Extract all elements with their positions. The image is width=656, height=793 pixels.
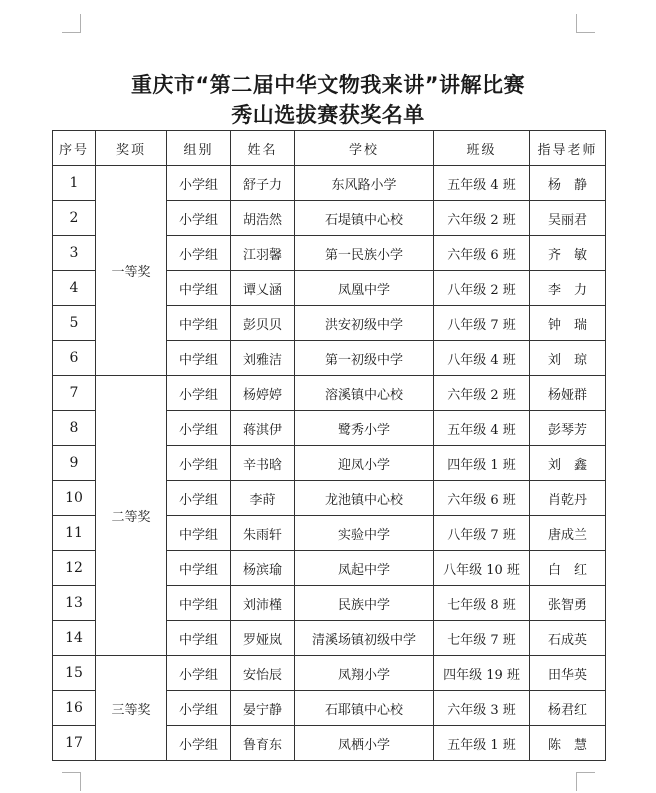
row-number-cell: 14 [53, 621, 96, 656]
school-cell: 溶溪镇中心校 [295, 376, 434, 411]
school-cell: 凤翔小学 [295, 656, 434, 691]
school-cell: 第一初级中学 [295, 341, 434, 376]
class-cell: 八年级 7 班 [434, 516, 530, 551]
row-number-cell: 5 [53, 306, 96, 341]
group-cell: 小学组 [167, 236, 231, 271]
award-cell: 一等奖 [96, 166, 167, 376]
table-row [53, 376, 606, 411]
name-cell: 鲁育东 [231, 726, 295, 761]
school-cell: 洪安初级中学 [295, 306, 434, 341]
header-cell: 班级 [434, 131, 530, 166]
group-cell: 中学组 [167, 306, 231, 341]
class-cell: 八年级 10 班 [434, 551, 530, 586]
class-cell: 八年级 2 班 [434, 271, 530, 306]
class-cell: 七年级 7 班 [434, 621, 530, 656]
name-cell: 李莳 [231, 481, 295, 516]
name-cell: 舒子力 [231, 166, 295, 201]
class-cell: 七年级 8 班 [434, 586, 530, 621]
class-cell: 五年级 4 班 [434, 411, 530, 446]
group-cell: 小学组 [167, 656, 231, 691]
header-cell: 学校 [295, 131, 434, 166]
award-cell: 二等奖 [96, 376, 167, 656]
class-cell: 六年级 2 班 [434, 376, 530, 411]
row-number-cell: 12 [53, 551, 96, 586]
row-number-cell: 3 [53, 236, 96, 271]
class-cell: 六年级 2 班 [434, 201, 530, 236]
name-cell: 彭贝贝 [231, 306, 295, 341]
page-corner-mark-bottom-right [576, 772, 595, 791]
group-cell: 中学组 [167, 586, 231, 621]
school-cell: 第一民族小学 [295, 236, 434, 271]
teacher-cell: 刘 鑫 [530, 446, 606, 481]
teacher-cell: 杨君红 [530, 691, 606, 726]
teacher-cell: 唐成兰 [530, 516, 606, 551]
row-number-cell: 9 [53, 446, 96, 481]
table-row [53, 656, 606, 691]
school-cell: 凤起中学 [295, 551, 434, 586]
class-cell: 六年级 3 班 [434, 691, 530, 726]
name-cell: 刘雅洁 [231, 341, 295, 376]
document-title: 重庆市“第二届中华文物我来讲”讲解比赛 [130, 73, 526, 97]
page-corner-mark-top-right [576, 14, 595, 33]
school-cell: 民族中学 [295, 586, 434, 621]
class-cell: 五年级 4 班 [434, 166, 530, 201]
teacher-cell: 肖乾丹 [530, 481, 606, 516]
group-cell: 小学组 [167, 481, 231, 516]
school-cell: 实验中学 [295, 516, 434, 551]
teacher-cell: 李 力 [530, 271, 606, 306]
class-cell: 四年级 1 班 [434, 446, 530, 481]
teacher-cell: 齐 敏 [530, 236, 606, 271]
school-cell: 东风路小学 [295, 166, 434, 201]
school-cell: 石耶镇中心校 [295, 691, 434, 726]
group-cell: 小学组 [167, 726, 231, 761]
school-cell: 凤栖小学 [295, 726, 434, 761]
group-cell: 中学组 [167, 341, 231, 376]
row-number-cell: 2 [53, 201, 96, 236]
document-subtitle: 秀山选拔赛获奖名单 [231, 103, 425, 127]
class-cell: 八年级 7 班 [434, 306, 530, 341]
class-cell: 五年级 1 班 [434, 726, 530, 761]
school-cell: 凤凰中学 [295, 271, 434, 306]
header-cell: 指导老师 [530, 131, 606, 166]
teacher-cell: 刘 琼 [530, 341, 606, 376]
row-number-cell: 1 [53, 166, 96, 201]
group-cell: 中学组 [167, 621, 231, 656]
class-cell: 四年级 19 班 [434, 656, 530, 691]
table-row [53, 166, 606, 201]
group-cell: 中学组 [167, 516, 231, 551]
school-cell: 鹭秀小学 [295, 411, 434, 446]
name-cell: 晏宁静 [231, 691, 295, 726]
header-cell: 组别 [167, 131, 231, 166]
class-cell: 六年级 6 班 [434, 236, 530, 271]
header-cell: 奖项 [96, 131, 167, 166]
row-number-cell: 15 [53, 656, 96, 691]
teacher-cell: 吴丽君 [530, 201, 606, 236]
teacher-cell: 白 红 [530, 551, 606, 586]
row-number-cell: 11 [53, 516, 96, 551]
award-cell: 三等奖 [96, 656, 167, 761]
row-number-cell: 17 [53, 726, 96, 761]
group-cell: 小学组 [167, 411, 231, 446]
teacher-cell: 石成英 [530, 621, 606, 656]
group-cell: 小学组 [167, 201, 231, 236]
name-cell: 朱雨轩 [231, 516, 295, 551]
school-cell: 清溪场镇初级中学 [295, 621, 434, 656]
row-number-cell: 10 [53, 481, 96, 516]
row-number-cell: 7 [53, 376, 96, 411]
award-list-table [52, 130, 606, 761]
name-cell: 蒋淇伊 [231, 411, 295, 446]
row-number-cell: 8 [53, 411, 96, 446]
group-cell: 小学组 [167, 376, 231, 411]
row-number-cell: 16 [53, 691, 96, 726]
name-cell: 杨滨瑜 [231, 551, 295, 586]
teacher-cell: 杨娅群 [530, 376, 606, 411]
group-cell: 中学组 [167, 271, 231, 306]
table-header-row [53, 131, 606, 166]
teacher-cell: 杨 静 [530, 166, 606, 201]
name-cell: 谭乂涵 [231, 271, 295, 306]
row-number-cell: 4 [53, 271, 96, 306]
page-corner-mark-top-left [62, 14, 81, 33]
group-cell: 小学组 [167, 166, 231, 201]
group-cell: 小学组 [167, 691, 231, 726]
group-cell: 中学组 [167, 551, 231, 586]
name-cell: 胡浩然 [231, 201, 295, 236]
name-cell: 罗娅岚 [231, 621, 295, 656]
teacher-cell: 田华英 [530, 656, 606, 691]
class-cell: 八年级 4 班 [434, 341, 530, 376]
page-corner-mark-bottom-left [62, 772, 81, 791]
teacher-cell: 钟 瑞 [530, 306, 606, 341]
name-cell: 杨婷婷 [231, 376, 295, 411]
teacher-cell: 彭琴芳 [530, 411, 606, 446]
school-cell: 迎凤小学 [295, 446, 434, 481]
header-cell: 序号 [53, 131, 96, 166]
row-number-cell: 6 [53, 341, 96, 376]
class-cell: 六年级 6 班 [434, 481, 530, 516]
name-cell: 辛书晗 [231, 446, 295, 481]
group-cell: 小学组 [167, 446, 231, 481]
school-cell: 龙池镇中心校 [295, 481, 434, 516]
row-number-cell: 13 [53, 586, 96, 621]
name-cell: 安怡辰 [231, 656, 295, 691]
name-cell: 江羽馨 [231, 236, 295, 271]
teacher-cell: 陈 慧 [530, 726, 606, 761]
teacher-cell: 张智勇 [530, 586, 606, 621]
school-cell: 石堤镇中心校 [295, 201, 434, 236]
name-cell: 刘沛槿 [231, 586, 295, 621]
header-cell: 姓名 [231, 131, 295, 166]
